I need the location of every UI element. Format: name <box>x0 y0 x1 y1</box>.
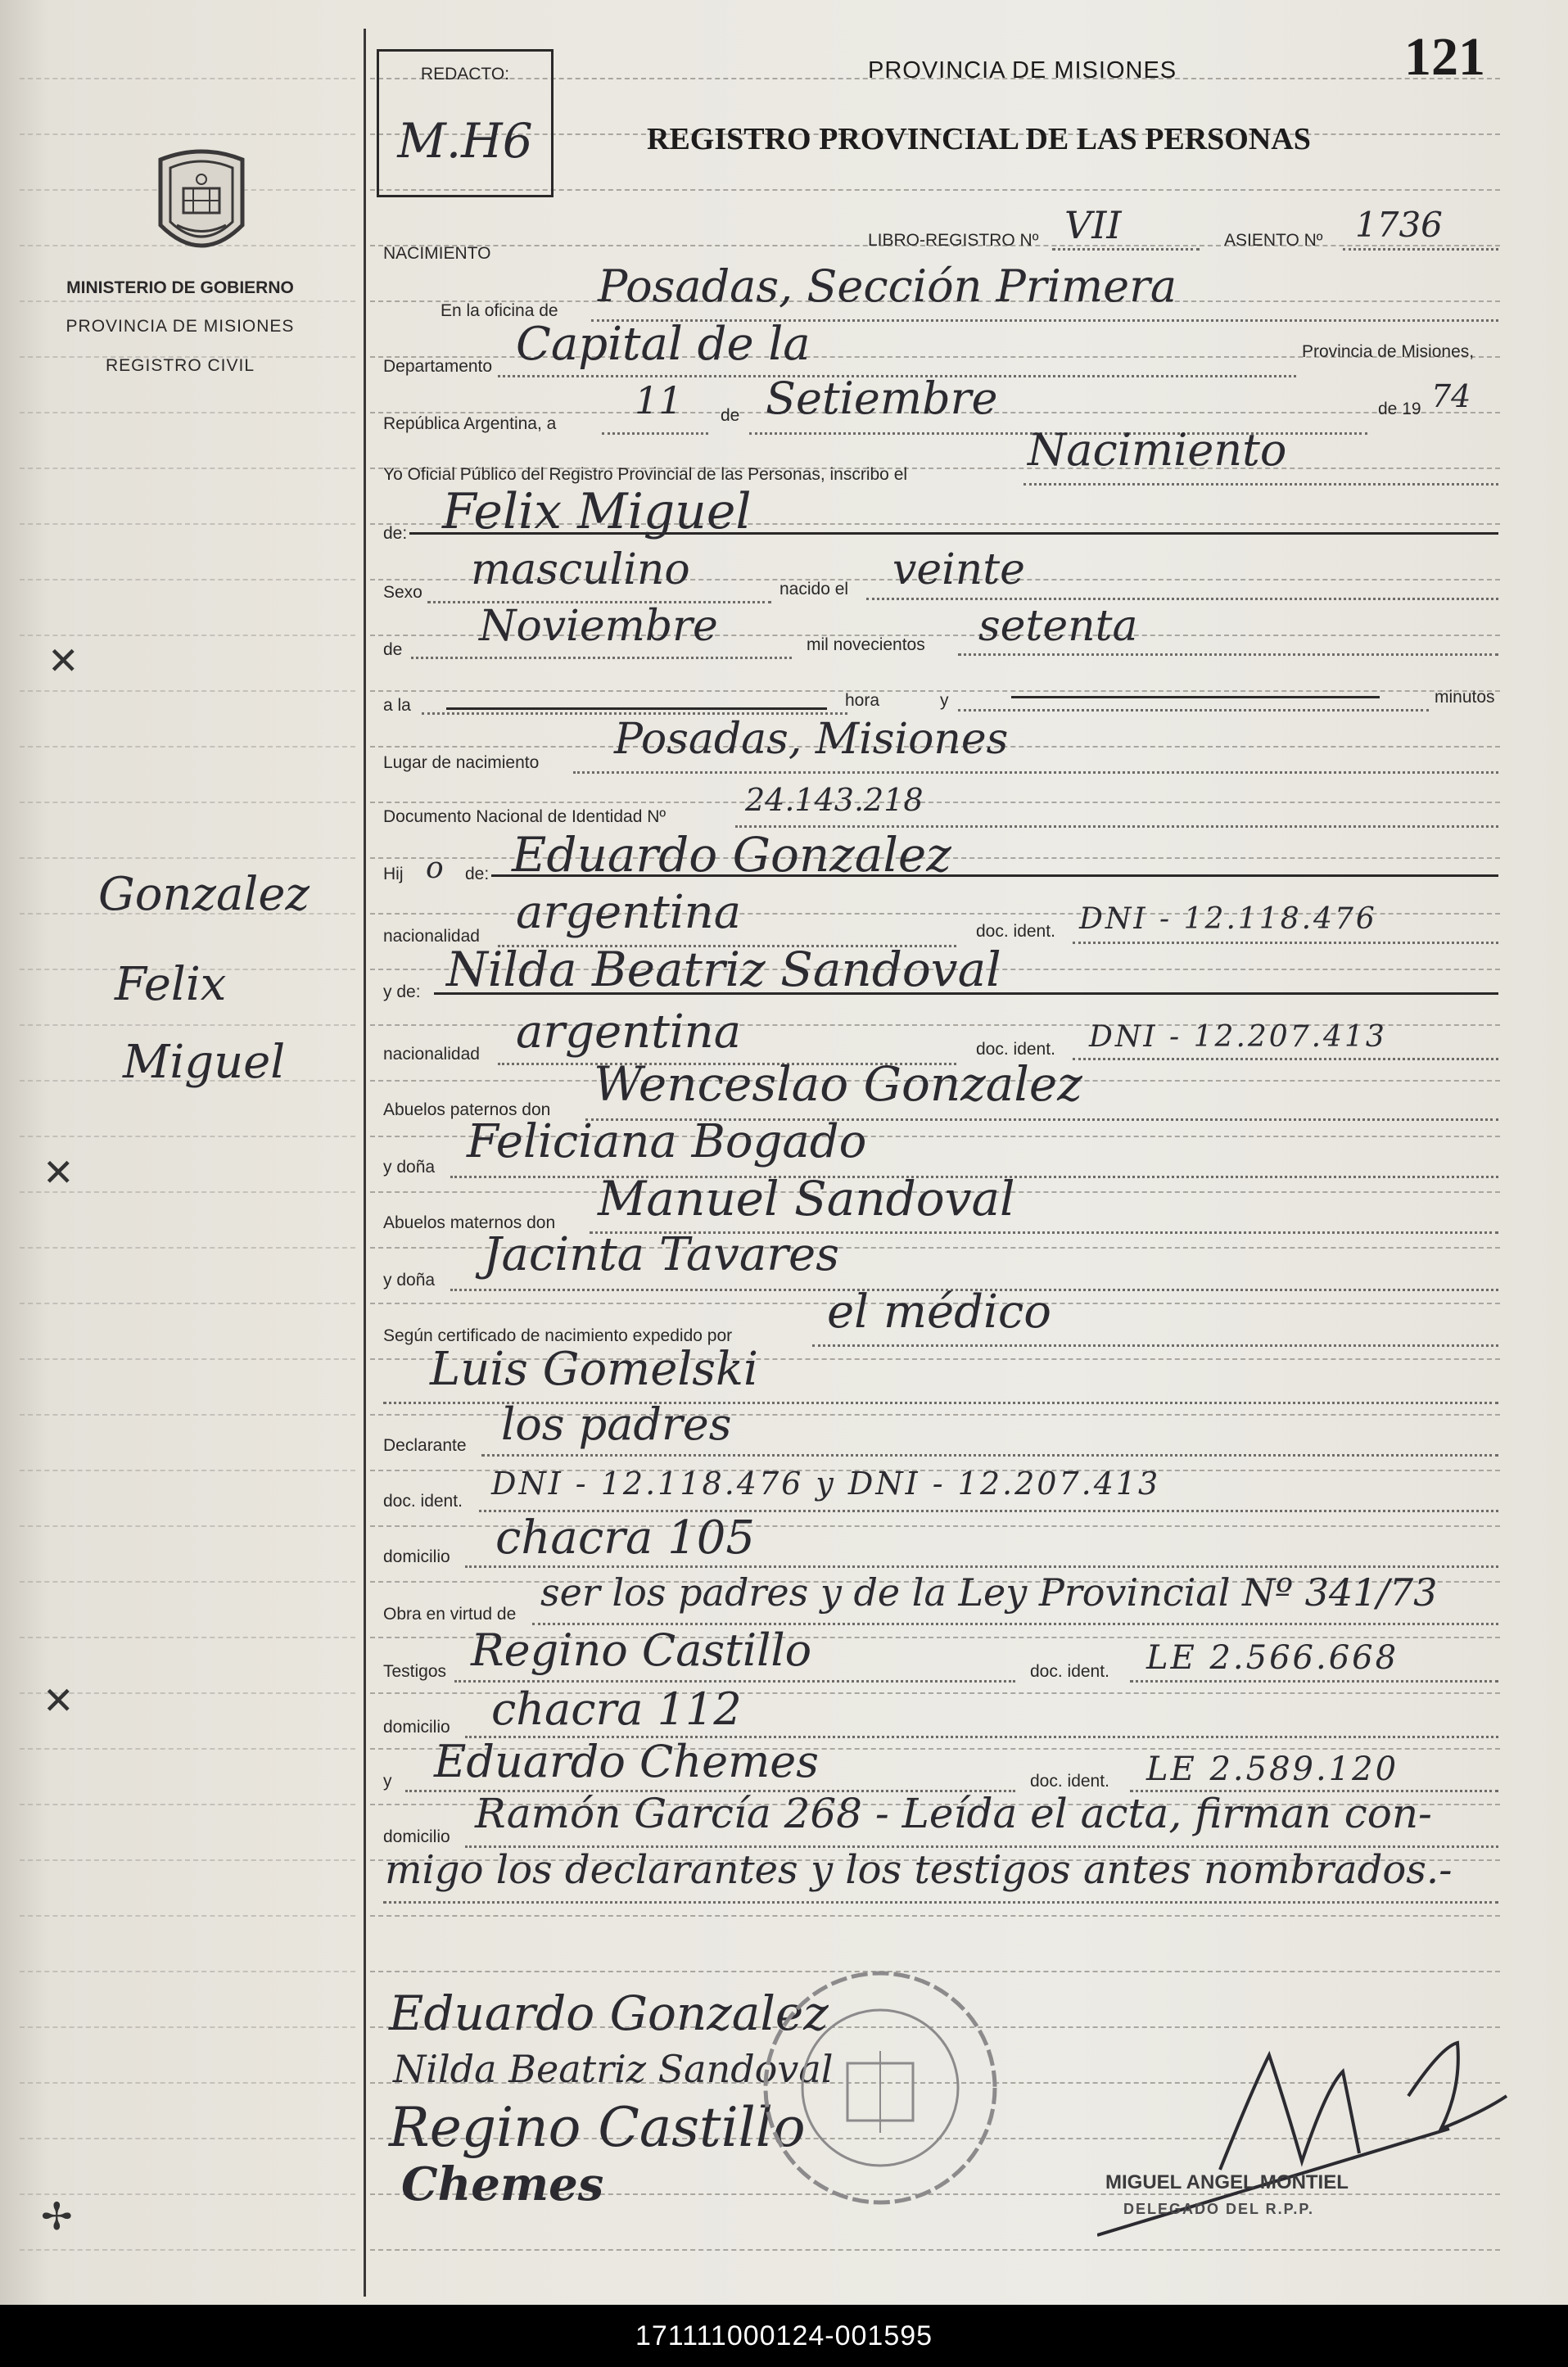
dom1-value: chacra 105 <box>495 1511 756 1565</box>
y2-label: y <box>383 1772 392 1791</box>
redacto-label: REDACTO: <box>420 65 510 84</box>
provincia-label: Provincia de Misiones, <box>1302 342 1475 361</box>
doc5-value: LE 2.589.120 <box>1146 1750 1399 1788</box>
mes-nac-value: Noviembre <box>479 602 718 651</box>
dia-value: 11 <box>635 378 683 422</box>
dom1-label: domicilio <box>383 1547 450 1566</box>
closing-text: migo los declarantes y los testigos antes nombrados.- <box>385 1847 1453 1893</box>
margin-ruled-line <box>20 1859 355 1861</box>
margin-ruled-line <box>20 690 355 692</box>
margin-ruled-line <box>20 1581 355 1583</box>
nacido-label: nacido el <box>779 580 849 599</box>
margin-ruled-line <box>20 1804 355 1805</box>
ruled-line <box>370 1915 1500 1917</box>
departamento-value: Capital de la <box>516 318 811 371</box>
testigo1-value: Regino Castillo <box>471 1624 812 1676</box>
ruled-line <box>370 2249 1500 2251</box>
testigo2-value: Eduardo Chemes <box>434 1736 819 1787</box>
obra-label: Obra en virtud de <box>383 1605 517 1624</box>
de2-label: de: <box>383 524 408 543</box>
margin-ruled-line <box>20 746 355 748</box>
ydona1-label: y doña <box>383 1158 436 1177</box>
dni-label: Documento Nacional de Identidad Nº <box>383 807 667 826</box>
binder-mark: ✢ <box>41 2194 73 2238</box>
margin-second-name: Miguel <box>123 1036 286 1089</box>
official-title: DELEGADO DEL R.P.P. <box>1123 2201 1315 2217</box>
hijo-suffix: o <box>426 851 444 885</box>
minutos-label: minutos <box>1435 688 1495 707</box>
abm-value: Manuel Sandoval <box>598 1171 1015 1226</box>
abp2-value: Feliciana Bogado <box>467 1115 867 1168</box>
ydona2-label: y doña <box>383 1271 436 1290</box>
margin-ruled-line <box>20 1358 355 1360</box>
margin-first-name: Felix <box>115 958 227 1011</box>
abp-value: Wenceslao Gonzalez <box>594 1056 1082 1112</box>
de4-label: de: <box>465 865 490 883</box>
margin-ruled-line <box>20 1971 355 1972</box>
abm2-value: Jacinta Tavares <box>483 1228 839 1281</box>
margin-ruled-line <box>20 1470 355 1471</box>
margin-ruled-line <box>20 1024 355 1026</box>
margin-ruled-line <box>20 2082 355 2084</box>
registry-label: REGISTRO CIVIL <box>105 356 255 375</box>
dom2-label: domicilio <box>383 1718 450 1737</box>
padre-value: Eduardo Gonzalez <box>512 827 951 883</box>
libro-label: LIBRO-REGISTRO Nº <box>868 231 1039 250</box>
doc1-value: DNI - 12.118.476 <box>1079 902 1377 936</box>
redacto-box <box>377 49 554 197</box>
doc1-label: doc. ident. <box>976 922 1055 941</box>
doc3-label: doc. ident. <box>383 1492 463 1511</box>
dom2-value: chacra 112 <box>491 1683 742 1735</box>
page-number: 121 <box>1404 27 1485 87</box>
margin-ruled-line <box>20 1247 355 1249</box>
margin-ruled-line <box>20 2026 355 2028</box>
anio-label: de 19 <box>1378 400 1421 418</box>
margin-line <box>364 29 366 2297</box>
abm-label: Abuelos maternos don <box>383 1213 556 1232</box>
margin-ruled-line <box>20 857 355 859</box>
sexo-label: Sexo <box>383 583 423 602</box>
margin-ruled-line <box>20 133 355 135</box>
official-stamp-icon <box>757 1965 1003 2211</box>
margin-ruled-line <box>20 802 355 803</box>
dom3-value: Ramón García 268 - Leída el acta, firman con- <box>475 1790 1432 1837</box>
doc2-value: DNI - 12.207.413 <box>1089 1020 1387 1054</box>
doc2-label: doc. ident. <box>976 1040 1055 1059</box>
hijo-label: Hij <box>383 865 404 883</box>
margin-ruled-line <box>20 412 355 413</box>
official-name: MIGUEL ANGEL MONTIEL <box>1105 2171 1349 2193</box>
margin-ruled-line <box>20 468 355 469</box>
de3-label: de <box>383 640 403 659</box>
de-label: de <box>721 406 740 425</box>
signature-2: Nilda Beatriz Sandoval <box>393 2047 834 2091</box>
footer-code: 171111000124-001595 <box>0 2305 1568 2367</box>
abp-label: Abuelos paternos don <box>383 1100 551 1119</box>
testigos-label: Testigos <box>383 1662 447 1681</box>
nac2-label: nacionalidad <box>383 1045 480 1064</box>
ruled-line <box>370 690 1500 692</box>
margin-ruled-line <box>20 523 355 525</box>
anio-value: 74 <box>1431 378 1471 414</box>
lugar-label: Lugar de nacimiento <box>383 753 540 772</box>
margin-ruled-line <box>20 579 355 580</box>
asiento-value: 1736 <box>1355 205 1443 245</box>
margin-ruled-line <box>20 1748 355 1750</box>
signature-3: Regino Castillo <box>389 2096 806 2159</box>
margin-ruled-line <box>20 300 355 302</box>
provincial-seal-icon <box>152 143 251 266</box>
ruled-line <box>370 802 1500 803</box>
margin-ruled-line <box>20 1525 355 1527</box>
declarante-value: los padres <box>501 1398 732 1450</box>
province-label: PROVINCIA DE MISIONES <box>66 317 295 336</box>
lugar-value: Posadas, Misiones <box>614 715 1009 764</box>
redacto-value: M.H6 <box>397 113 533 169</box>
republica-label: República Argentina, a <box>383 414 557 433</box>
mil-label: mil novecientos <box>807 635 925 654</box>
oficina-label: En la oficina de <box>441 301 558 320</box>
margin-surname: Gonzalez <box>98 868 310 921</box>
margin-ruled-line <box>20 1303 355 1304</box>
mes-value: Setiembre <box>766 373 998 424</box>
doc4-label: doc. ident. <box>1030 1662 1109 1681</box>
cert-value: el médico <box>827 1285 1051 1339</box>
departamento-label: Departamento <box>383 357 493 376</box>
binder-mark: ✕ <box>43 1150 75 1195</box>
doc4-value: LE 2.566.668 <box>1146 1639 1399 1677</box>
y-label: y <box>940 691 949 710</box>
hora-label: hora <box>845 691 880 710</box>
header-registry: REGISTRO PROVINCIAL DE LAS PERSONAS <box>647 122 1311 156</box>
dom3-label: domicilio <box>383 1827 450 1846</box>
header-province: PROVINCIA DE MISIONES <box>868 57 1177 84</box>
oficina-value: Posadas, Sección Primera <box>598 260 1177 312</box>
declarante-label: Declarante <box>383 1436 467 1455</box>
cert-value2: Luis Gomelski <box>430 1343 758 1396</box>
cert-label: Según certificado de nacimiento expedido por <box>383 1326 733 1345</box>
margin-ruled-line <box>20 635 355 636</box>
doc5-label: doc. ident. <box>1030 1772 1109 1791</box>
margin-ruled-line <box>20 1136 355 1137</box>
margin-ruled-line <box>20 2249 355 2251</box>
margin-ruled-line <box>20 2138 355 2139</box>
nac1-label: nacionalidad <box>383 927 480 946</box>
binder-mark: ✕ <box>43 1678 75 1723</box>
nac2-value: argentina <box>516 1005 742 1059</box>
ala-label: a la <box>383 696 411 715</box>
margin-ruled-line <box>20 1414 355 1416</box>
libro-value: VII <box>1064 203 1122 247</box>
asiento-label: ASIENTO Nº <box>1224 231 1323 250</box>
nacido-value: veinte <box>892 545 1025 594</box>
anio-nac-value: setenta <box>978 602 1138 651</box>
doc3-value: DNI - 12.118.476 y DNI - 12.207.413 <box>491 1466 1161 1502</box>
binder-mark: ✕ <box>47 639 79 683</box>
signature-1: Eduardo Gonzalez <box>389 1985 829 2041</box>
sexo-value: masculino <box>471 545 690 594</box>
obra-value: ser los padres y de la Ley Provincial Nº 341/73 <box>540 1570 1438 1615</box>
margin-ruled-line <box>20 1915 355 1917</box>
margin-ruled-line <box>20 1637 355 1638</box>
oficial-value: Nacimiento <box>1028 424 1287 476</box>
nac1-value: argentina <box>516 886 742 939</box>
type-label: NACIMIENTO <box>383 244 491 263</box>
yde-label: y de: <box>383 982 421 1001</box>
ministry-label: MINISTERIO DE GOBIERNO <box>66 278 294 297</box>
madre-value: Nilda Beatriz Sandoval <box>446 942 1001 997</box>
signature-4: Chemes <box>401 2157 604 2211</box>
oficial-label: Yo Oficial Público del Registro Provincial de las Personas, inscribo el <box>383 465 908 484</box>
dni-value: 24.143.218 <box>745 782 924 818</box>
nombre-value: Felix Miguel <box>442 483 752 540</box>
margin-ruled-line <box>20 78 355 79</box>
